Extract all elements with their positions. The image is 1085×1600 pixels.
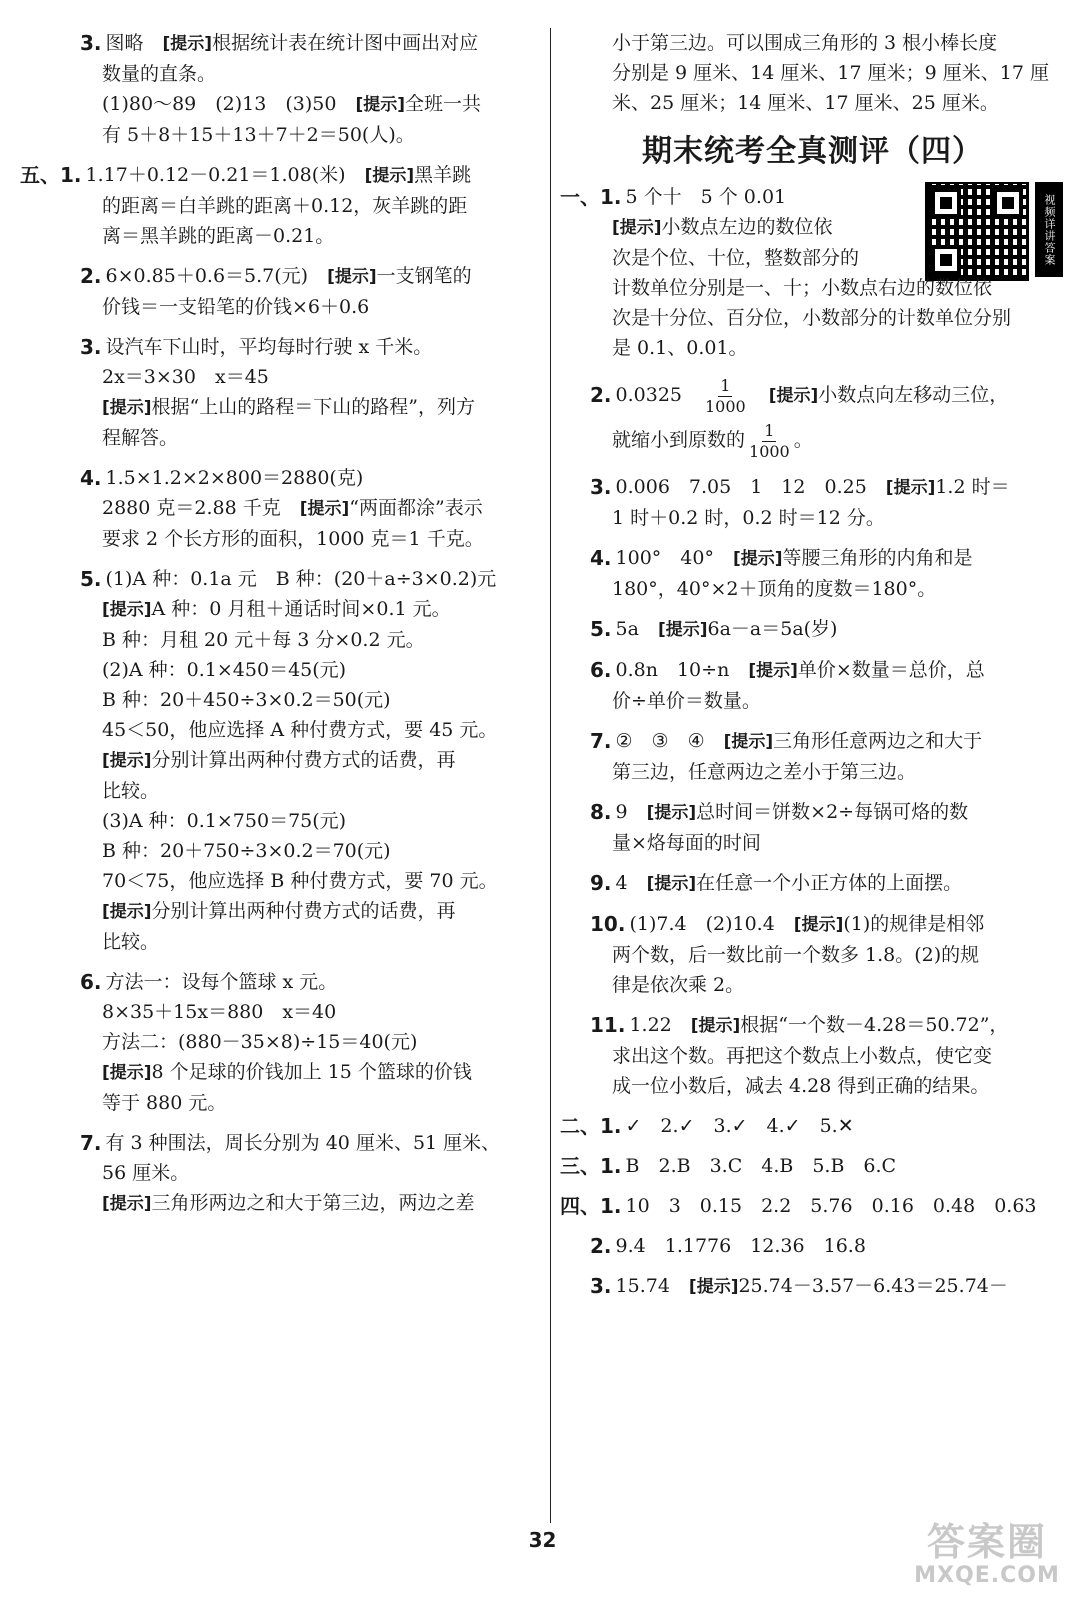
item-number: 2. xyxy=(80,264,102,288)
answer-text: 180°，40°×2＋顶角的度数＝180°。 xyxy=(612,578,937,600)
answer-text: 方法二：(880－35×8)÷15＝40(元) xyxy=(102,1031,418,1053)
answer-line xyxy=(20,1088,550,1118)
answer-text: 5 个十 5 个 0.01 xyxy=(625,186,787,208)
answer-line xyxy=(560,472,1065,503)
answer-line xyxy=(20,362,550,392)
fraction xyxy=(749,421,790,462)
answer-line xyxy=(560,1071,1065,1101)
hint-text: 三角形任意两边之和大于 xyxy=(773,730,983,752)
item-number: 2. xyxy=(590,383,612,407)
hint-text: 三角形两边之和大于第三边，两边之差 xyxy=(151,1192,475,1214)
item-number: 三、1. xyxy=(560,1154,622,1178)
answer-line xyxy=(560,503,1065,533)
answer-line xyxy=(20,866,550,896)
left-column xyxy=(20,28,550,1219)
hint-tag: [提示] xyxy=(793,915,844,935)
answer-line xyxy=(560,1151,1065,1181)
answer-line xyxy=(20,392,550,423)
answer-text: 2880 克＝2.88 千克 xyxy=(102,497,300,519)
answer-text: 70＜75，他应选择 B 种付费方式，要 70 元。 xyxy=(102,870,498,892)
answer-line xyxy=(560,655,1065,686)
answer-line xyxy=(560,182,1065,212)
answer-line xyxy=(560,909,1065,940)
answer-line xyxy=(560,1111,1065,1141)
answer-line xyxy=(20,332,550,362)
hint-tag: [提示] xyxy=(102,751,152,771)
item-number: 9. xyxy=(590,871,612,895)
item-number: 四、1. xyxy=(560,1194,622,1218)
hint-tag: [提示] xyxy=(690,1016,741,1036)
answer-line xyxy=(20,524,550,554)
answer-text: 比较。 xyxy=(102,931,160,953)
answer-text: 小于第三边。可以围成三角形的 3 根小棒长度 xyxy=(612,32,998,54)
answer-text: 1.17＋0.12－0.21＝1.08(米) xyxy=(85,164,365,186)
watermark-logo xyxy=(907,1521,1067,1588)
item-number: 4. xyxy=(590,546,612,570)
answer-text: 1.22 xyxy=(629,1014,691,1036)
fraction-denominator: 1000 xyxy=(705,396,746,416)
answer-line xyxy=(20,594,550,625)
hint-tag: [提示] xyxy=(768,386,819,406)
item-number: 8. xyxy=(590,800,612,824)
answer-text: 10 3 0.15 2.2 5.76 0.16 0.48 0.63 xyxy=(625,1195,1037,1217)
answer-text: 的距离＝白羊跳的距离＋0.12，灰羊跳的距 xyxy=(102,195,468,217)
answer-text: 设汽车下山时，平均每时行驶 x 千米。 xyxy=(105,336,433,358)
answer-text: (2)A 种：0.1×450＝45(元) xyxy=(102,659,347,681)
answer-text: 价钱＝一支铅笔的价钱×6＋0.6 xyxy=(102,296,370,318)
hint-text: 1.2 时＝ xyxy=(935,476,1010,498)
answer-line xyxy=(560,970,1065,1000)
answer-text: 1.5×1.2×2×800＝2880(克) xyxy=(105,467,364,489)
answer-text: (1)A 种：0.1a 元 B 种：(20＋a÷3×0.2)元 xyxy=(105,568,497,590)
column-divider xyxy=(550,28,551,1523)
answer-line xyxy=(560,1231,1065,1261)
hint-text: 6a－a＝5a(岁) xyxy=(707,618,838,640)
answer-text: 0.0325 xyxy=(615,384,701,406)
answer-text: 比较。 xyxy=(102,780,160,802)
hint-tag: [提示] xyxy=(355,95,405,115)
hint-tag: [提示] xyxy=(102,902,152,922)
fraction-denominator: 1000 xyxy=(749,441,790,461)
answer-line xyxy=(560,28,1065,58)
answer-line xyxy=(20,836,550,866)
answer-text: 次是十分位、百分位，小数部分的计数单位分别 xyxy=(612,307,1012,329)
hint-tag: [提示] xyxy=(612,218,662,238)
answer-line xyxy=(560,797,1065,828)
answer-line xyxy=(560,212,1065,243)
answer-text: ✓ 2.✓ 3.✓ 4.✓ 5.✕ xyxy=(625,1115,854,1137)
answer-line xyxy=(560,273,1065,303)
answer-text: 米、25 厘米；14 厘米、17 厘米、25 厘米。 xyxy=(612,92,999,114)
hint-text: 一支钢笔的 xyxy=(376,265,472,287)
answer-text: 4 xyxy=(615,872,647,894)
hint-text: 根据统计表在统计图中画出对应 xyxy=(212,32,479,54)
hint-tag: [提示] xyxy=(327,267,377,287)
hint-text: 25.74－3.57－6.43＝25.74－ xyxy=(738,1275,1008,1297)
answer-text: 数量的直条。 xyxy=(102,63,217,85)
answer-line xyxy=(20,745,550,776)
hint-text: 总时间＝饼数×2÷每锅可烙的数 xyxy=(696,801,969,823)
answer-line xyxy=(20,564,550,594)
hint-tag: [提示] xyxy=(102,600,152,620)
exam-answers xyxy=(560,182,1065,1302)
answer-text: (3)A 种：0.1×750＝75(元) xyxy=(102,810,347,832)
answer-text: 0.006 7.05 1 12 0.25 xyxy=(615,476,886,498)
answer-line xyxy=(560,303,1065,333)
answer-line xyxy=(560,88,1065,118)
fraction-numerator: 1 xyxy=(764,420,775,440)
item-number: 11. xyxy=(590,1013,626,1037)
answer-text: B 种：月租 20 元＋每 3 分×0.2 元。 xyxy=(102,629,425,651)
answer-text: 图略 xyxy=(105,32,163,54)
hint-text: 小数点向左移动三位， xyxy=(818,384,1009,406)
answer-text: 价÷单价＝数量。 xyxy=(612,690,761,712)
answer-line xyxy=(20,120,550,150)
answer-line xyxy=(560,543,1065,574)
answer-line xyxy=(20,776,550,806)
hint-text: 根据“一个数－4.28＝50.72”， xyxy=(740,1014,1009,1036)
hint-text: “两面都涂”表示 xyxy=(349,497,483,519)
hint-tag: [提示] xyxy=(732,549,783,569)
answer-text: 。 xyxy=(793,429,813,451)
answer-text: 第三边，任意两边之差小于第三边。 xyxy=(612,761,917,783)
answer-line xyxy=(20,423,550,453)
answer-text: 量×烙每面的时间 xyxy=(612,832,761,854)
answer-text: 两个数，后一数比前一个数多 1.8。(2)的规 xyxy=(612,944,980,966)
answer-line xyxy=(560,1191,1065,1221)
item-number: 6. xyxy=(80,970,102,994)
answer-line xyxy=(20,1158,550,1188)
spacer-text xyxy=(750,384,769,406)
answer-line xyxy=(560,243,1065,273)
answer-line xyxy=(560,614,1065,645)
hint-text: 小数点左边的数位依 xyxy=(661,216,833,238)
hint-tag: [提示] xyxy=(162,34,213,54)
answer-line xyxy=(560,686,1065,716)
item-number: 7. xyxy=(80,1131,102,1155)
answer-line xyxy=(20,1128,550,1158)
answer-text: 要求 2 个长方形的面积，1000 克＝1 千克。 xyxy=(102,528,484,550)
hint-tag: [提示] xyxy=(688,1277,739,1297)
hint-text: 根据“上山的路程＝下山的路程”，列方 xyxy=(151,396,475,418)
hint-tag: [提示] xyxy=(748,661,798,681)
hint-tag: [提示] xyxy=(646,803,697,823)
answer-line xyxy=(560,1271,1065,1302)
answer-text: 56 厘米。 xyxy=(102,1162,190,1184)
answer-line xyxy=(20,59,550,89)
answer-text: 离＝黑羊跳的距离－0.21。 xyxy=(102,225,335,247)
answer-line xyxy=(20,221,550,251)
answer-line xyxy=(20,896,550,927)
answer-text: (1)7.4 (2)10.4 xyxy=(629,913,794,935)
hint-text: 单价×数量＝总价，总 xyxy=(797,659,985,681)
watermark-site: MXQE.COM xyxy=(914,1563,1060,1588)
answer-line xyxy=(560,726,1065,757)
hint-text: A 种：0 月租＋通话时间×0.1 元。 xyxy=(151,598,451,620)
hint-tag: [提示] xyxy=(885,478,936,498)
answer-text: 求出这个数。再把这个数点上小数点，使它变 xyxy=(612,1045,993,1067)
item-number: 5. xyxy=(80,567,102,591)
answer-line xyxy=(20,806,550,836)
answer-text: 9 xyxy=(615,801,647,823)
answer-line xyxy=(20,463,550,493)
qr-label: 视频详讲答案 xyxy=(1035,182,1063,277)
section-title: 期末统考全真测评（四） xyxy=(642,134,983,169)
answer-line xyxy=(20,191,550,221)
answer-line xyxy=(560,58,1065,88)
answer-text: 5a xyxy=(615,618,658,640)
answer-text: 8×35＋15x＝880 x＝40 xyxy=(102,1001,337,1023)
item-number: 10. xyxy=(590,912,626,936)
item-number: 6. xyxy=(590,658,612,682)
answer-text: 方法一：设每个篮球 x 元。 xyxy=(105,971,338,993)
answer-line xyxy=(20,1057,550,1088)
answer-text: 程解答。 xyxy=(102,427,179,449)
answer-text: 1 时＋0.2 时，0.2 时＝12 分。 xyxy=(612,507,885,529)
answer-text: 15.74 xyxy=(615,1275,689,1297)
hint-text: 等腰三角形的内角和是 xyxy=(782,547,973,569)
answer-text: B 2.B 3.C 4.B 5.B 6.C xyxy=(625,1155,897,1177)
watermark-text: 答案圈 xyxy=(926,1520,1047,1564)
answer-text: 成一位小数后，减去 4.28 得到正确的结果。 xyxy=(612,1075,990,1097)
answer-text: 100° 40° xyxy=(615,547,733,569)
hint-tag: [提示] xyxy=(102,1063,152,1083)
answer-line xyxy=(20,89,550,120)
answer-text: 是 0.1、0.01。 xyxy=(612,337,748,359)
answer-text: ② ③ ④ xyxy=(615,730,724,752)
answer-text: 有 3 种围法，周长分别为 40 厘米、51 厘米、 xyxy=(105,1132,501,1154)
answer-text: 45＜50，他应选择 A 种付费方式，要 45 元。 xyxy=(102,719,498,741)
answer-text: 2x＝3×30 x＝45 xyxy=(102,366,269,388)
answer-line xyxy=(20,997,550,1027)
answer-line xyxy=(20,927,550,957)
hint-text: 在任意一个小正方体的上面摆。 xyxy=(696,872,963,894)
answer-text: B 种：20＋450÷3×0.2＝50(元) xyxy=(102,689,391,711)
page-number: 32 xyxy=(528,1528,557,1552)
item-number: 7. xyxy=(590,729,612,753)
answer-line xyxy=(20,715,550,745)
answer-line xyxy=(20,493,550,524)
answer-text: 0.8n 10÷n xyxy=(615,659,749,681)
continued-answer xyxy=(560,28,1065,118)
answer-line xyxy=(20,625,550,655)
answer-line xyxy=(20,685,550,715)
answer-line xyxy=(560,1041,1065,1071)
item-number: 一、1. xyxy=(560,185,622,209)
item-number: 4. xyxy=(80,466,102,490)
hint-tag: [提示] xyxy=(102,1194,152,1214)
hint-tag: [提示] xyxy=(723,732,774,752)
hint-tag: [提示] xyxy=(364,166,415,186)
answer-text: 就缩小到原数的 xyxy=(612,429,746,451)
answer-line xyxy=(20,655,550,685)
answer-line xyxy=(20,160,550,191)
item-number: 3. xyxy=(590,1274,612,1298)
hint-text: 黑羊跳 xyxy=(414,164,472,186)
answer-line xyxy=(560,373,1065,418)
hint-tag: [提示] xyxy=(299,499,350,519)
answer-text: 分别是 9 厘米、14 厘米、17 厘米；9 厘米、17 厘 xyxy=(612,62,1049,84)
item-number: 3. xyxy=(590,475,612,499)
item-number: 二、1. xyxy=(560,1114,622,1138)
answer-line xyxy=(560,418,1065,462)
answer-line xyxy=(560,828,1065,858)
answer-line xyxy=(560,940,1065,970)
item-number: 2. xyxy=(590,1234,612,1258)
answer-line xyxy=(20,967,550,997)
fraction-numerator: 1 xyxy=(720,375,731,395)
answer-line xyxy=(20,261,550,292)
item-number: 3. xyxy=(80,31,102,55)
answer-line xyxy=(20,28,550,59)
answer-text: B 种：20＋750÷3×0.2＝70(元) xyxy=(102,840,391,862)
answer-line xyxy=(560,1010,1065,1041)
item-number: 五、1. xyxy=(20,163,82,187)
hint-text: 全班一共 xyxy=(405,93,482,115)
item-number: 5. xyxy=(590,617,612,641)
answer-text: 次是个位、十位，整数部分的 xyxy=(612,247,860,269)
answer-line xyxy=(20,1188,550,1219)
hint-text: (1)的规律是相邻 xyxy=(843,913,985,935)
hint-tag: [提示] xyxy=(102,398,152,418)
answer-text: 计数单位分别是一、十；小数点右边的数位依 xyxy=(612,277,993,299)
answer-line xyxy=(560,757,1065,787)
right-column xyxy=(560,28,1065,1302)
answer-text: (1)80～89 (2)13 (3)50 xyxy=(102,93,356,115)
hint-tag: [提示] xyxy=(657,620,708,640)
fraction xyxy=(705,376,746,417)
answer-text: 律是依次乘 2。 xyxy=(612,974,745,996)
hint-text: 8 个足球的价钱加上 15 个篮球的价钱 xyxy=(151,1061,472,1083)
answer-text: 6×0.85＋0.6＝5.7(元) xyxy=(105,265,328,287)
answer-text: 9.4 1.1776 12.36 16.8 xyxy=(615,1235,866,1257)
hint-text: 分别计算出两种付费方式的话费，再 xyxy=(151,900,456,922)
answer-line xyxy=(20,1027,550,1057)
answer-line xyxy=(560,574,1065,604)
hint-text: 分别计算出两种付费方式的话费，再 xyxy=(151,749,456,771)
answer-line xyxy=(20,292,550,322)
answer-line xyxy=(560,868,1065,899)
answer-text: 有 5＋8＋15＋13＋7＋2＝50(人)。 xyxy=(102,124,415,146)
answer-text: 等于 880 元。 xyxy=(102,1092,227,1114)
answer-line xyxy=(560,333,1065,363)
item-number: 3. xyxy=(80,335,102,359)
hint-tag: [提示] xyxy=(646,874,697,894)
